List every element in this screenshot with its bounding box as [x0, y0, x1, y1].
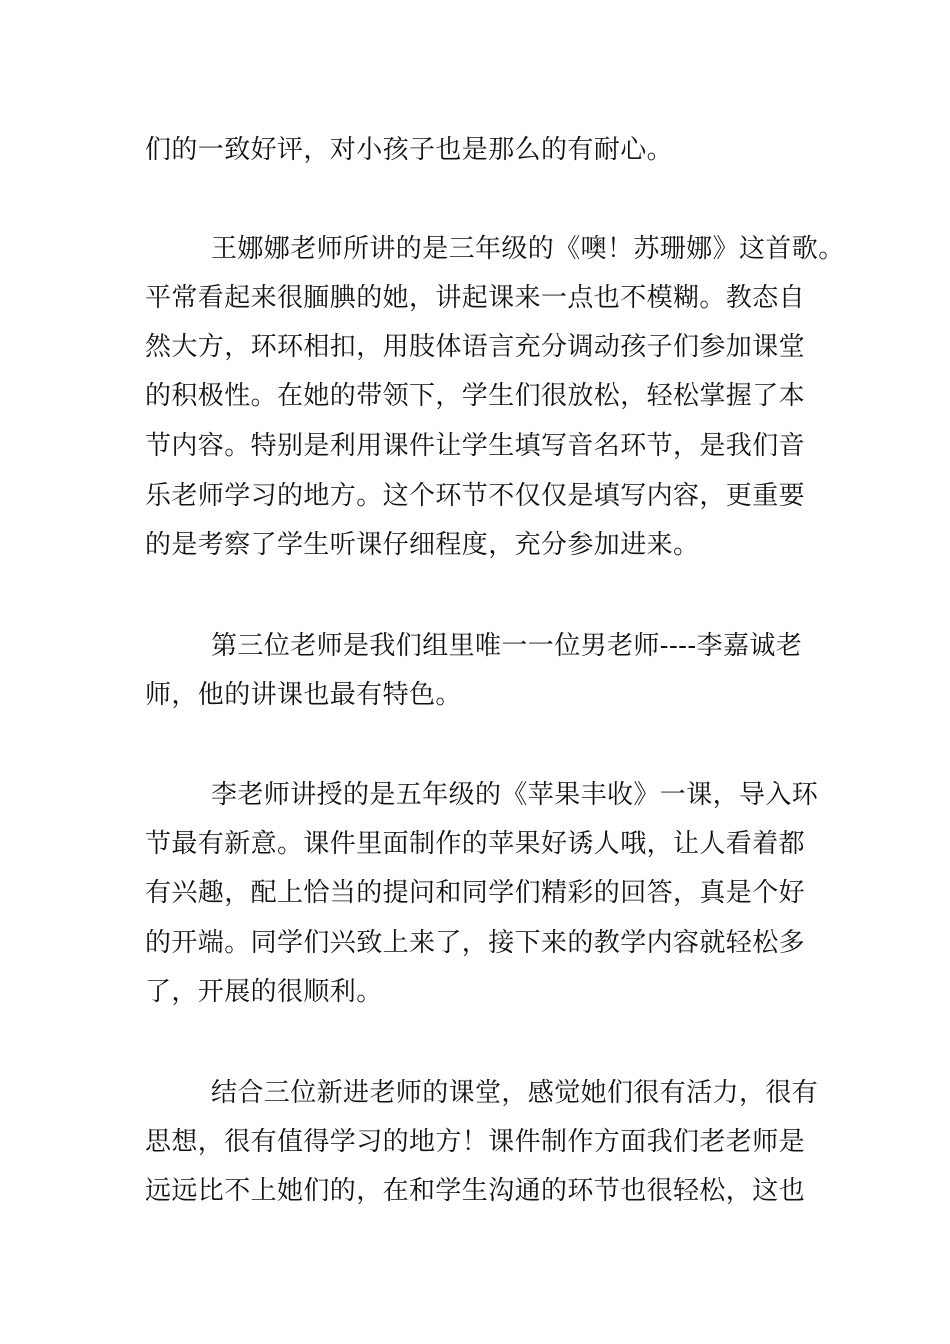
- text-line: 然大方，环环相扣，用肢体语言充分调动孩子们参加课堂: [145, 332, 806, 362]
- text-line: 思想，很有值得学习的地方！课件制作方面我们老老师是: [145, 1127, 806, 1157]
- text-line: 平常看起来很腼腆的她，讲起课来一点也不模糊。教态自: [145, 283, 806, 313]
- paragraph-first-line: 李老师讲授的是五年级的《苹果丰收》一课，导入环: [211, 780, 819, 810]
- text-line: 的积极性。在她的带领下，学生们很放松，轻松掌握了本: [145, 381, 806, 411]
- text-line: 了，开展的很顺利。: [145, 977, 383, 1007]
- text-line: 节最有新意。课件里面制作的苹果好诱人哦，让人看着都: [145, 829, 806, 859]
- paragraph-first-line: 第三位老师是我们组里唯一一位男老师----李嘉诚老: [211, 631, 803, 661]
- text-line: 节内容。特别是利用课件让学生填写音名环节，是我们音: [145, 431, 806, 461]
- text-line: 远远比不上她们的，在和学生沟通的环节也很轻松，这也: [145, 1176, 806, 1206]
- text-line: 的是考察了学生听课仔细程度，充分参加进来。: [145, 530, 700, 560]
- paragraph-first-line: 王娜娜老师所讲的是三年级的《噢！苏珊娜》这首歌。: [211, 234, 845, 264]
- text-line: 们的一致好评，对小孩子也是那么的有耐心。: [145, 135, 674, 165]
- text-line: 有兴趣，配上恰当的提问和同学们精彩的回答，真是个好: [145, 878, 806, 908]
- text-line: 的开端。同学们兴致上来了，接下来的教学内容就轻松多: [145, 928, 806, 958]
- text-line: 师，他的讲课也最有特色。: [145, 680, 462, 710]
- text-line: 乐老师学习的地方。这个环节不仅仅是填写内容，更重要: [145, 481, 806, 511]
- paragraph-first-line: 结合三位新进老师的课堂，感觉她们很有活力，很有: [211, 1078, 819, 1108]
